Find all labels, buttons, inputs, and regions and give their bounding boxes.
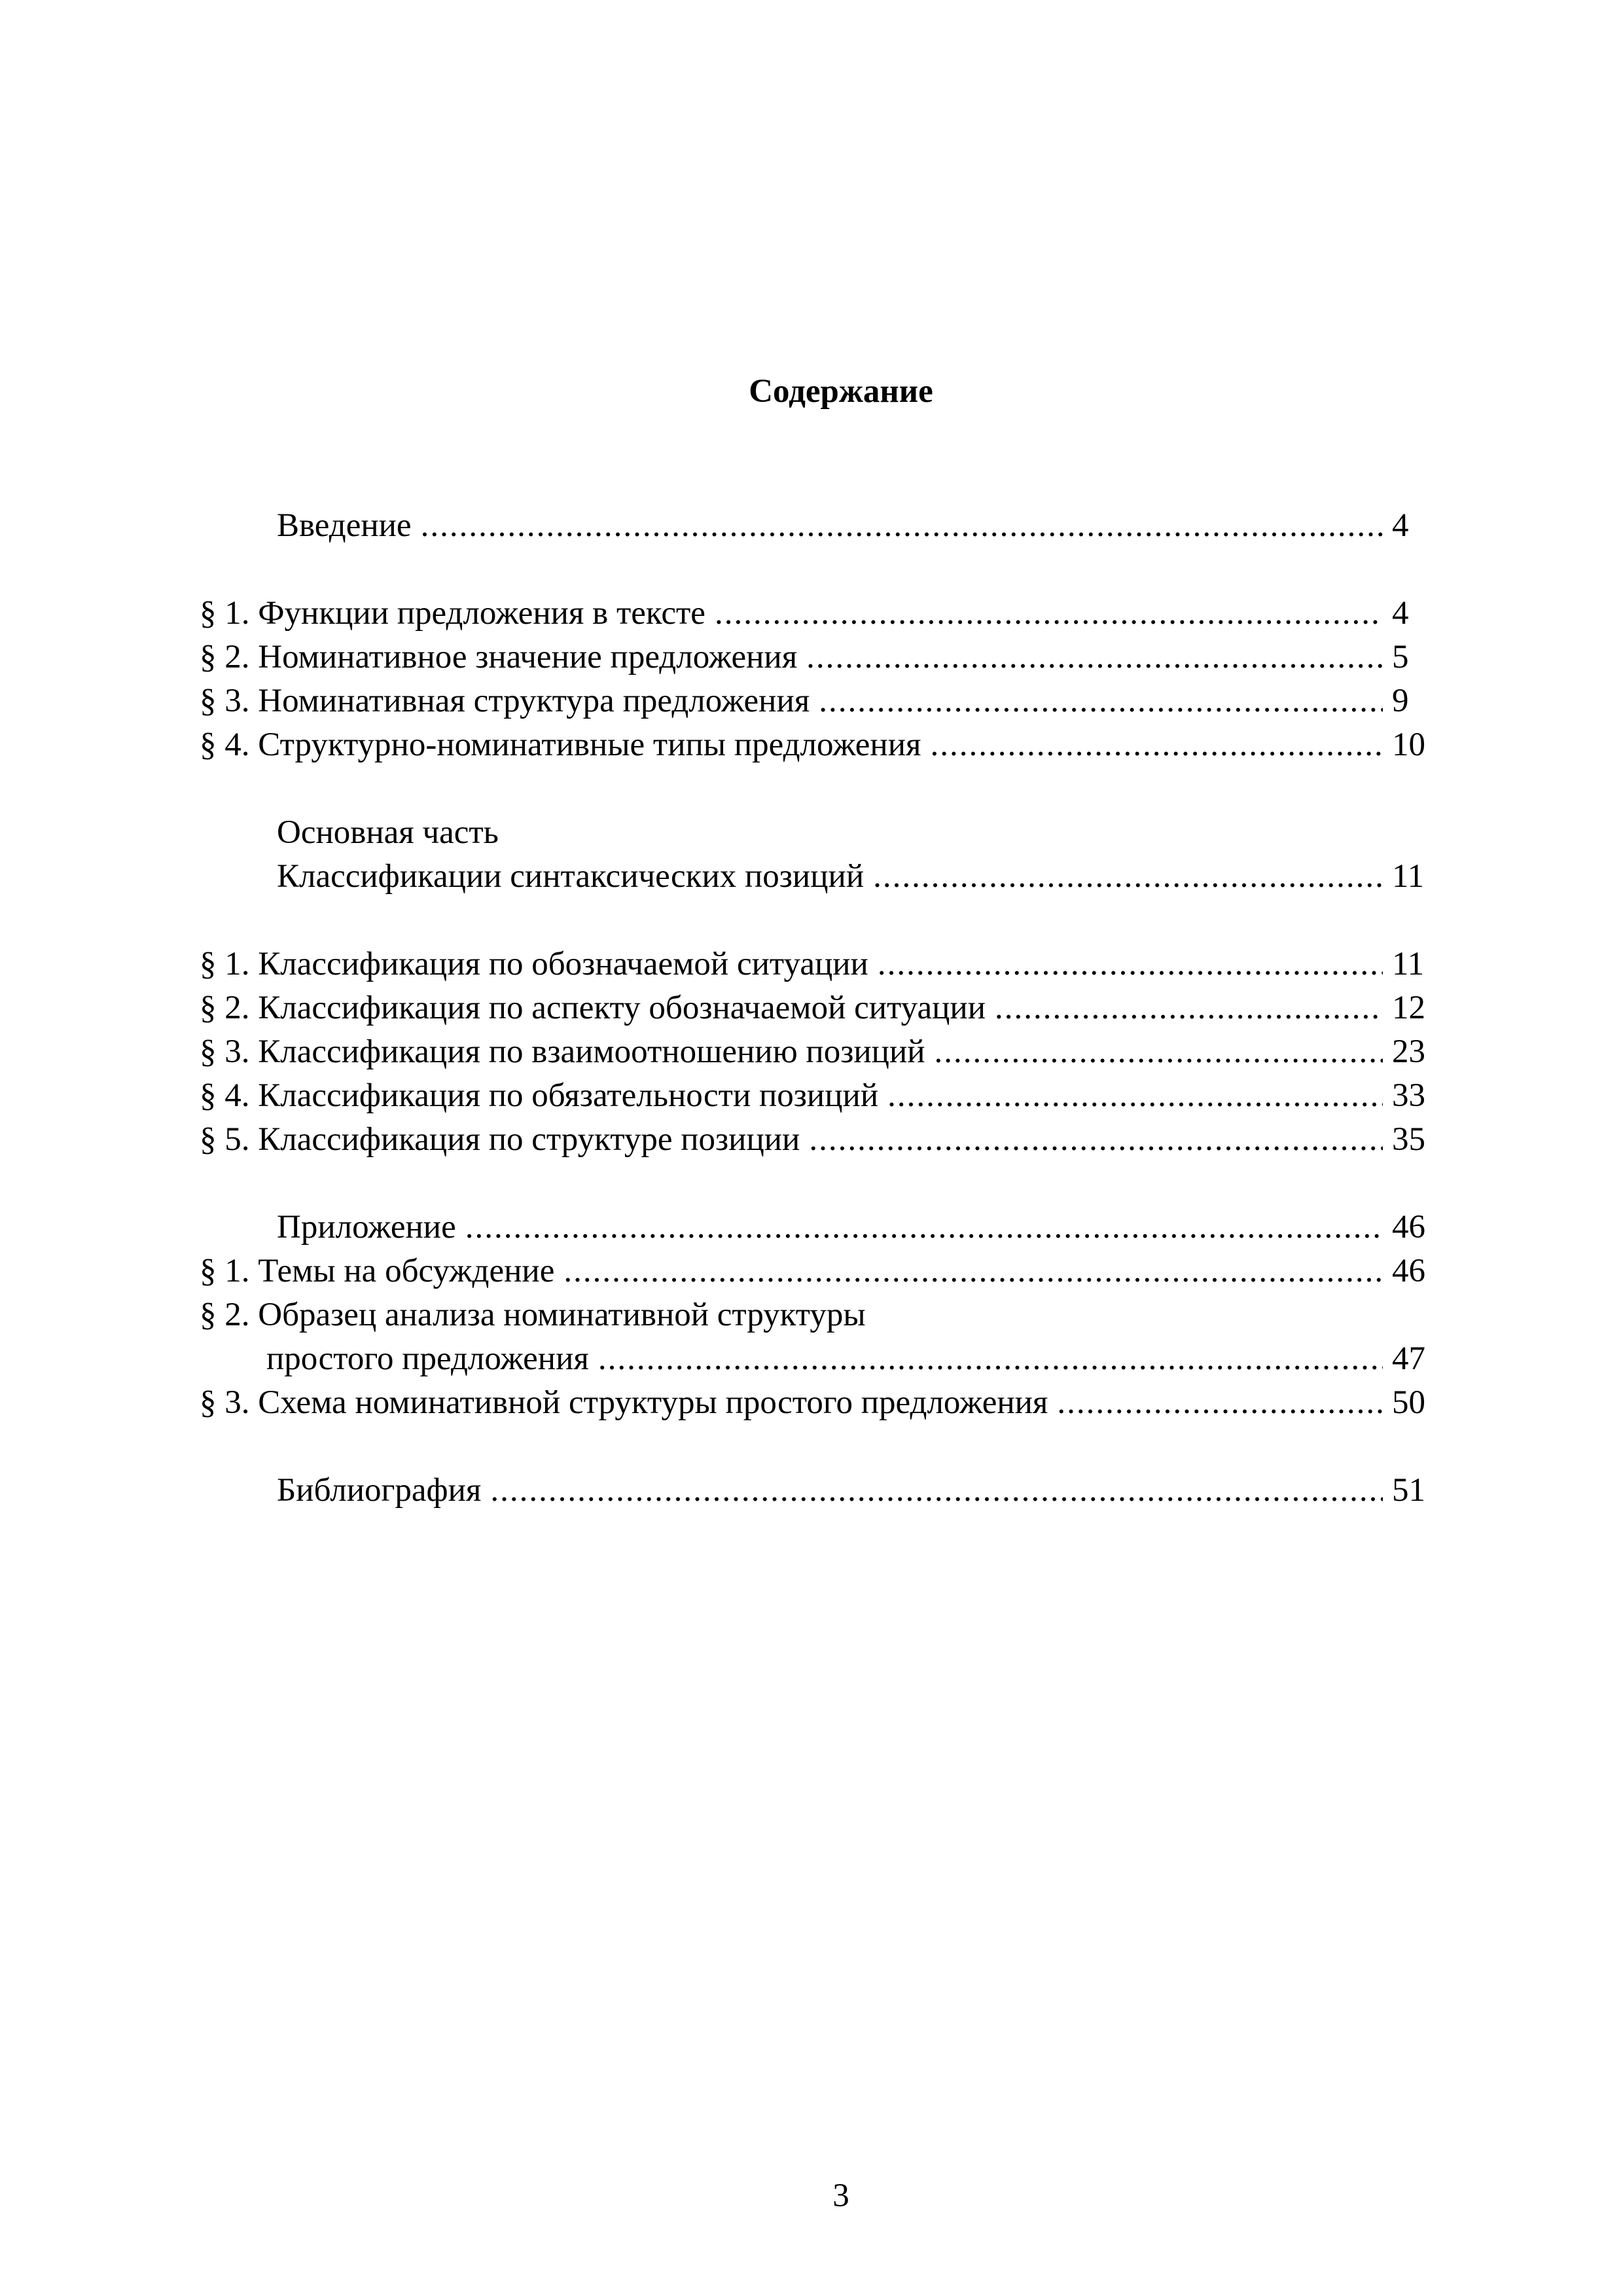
toc-entry [200, 942, 1430, 986]
toc-entry [200, 1206, 1430, 1249]
toc-entry [200, 723, 1430, 767]
toc-entry-page: 4 [1392, 595, 1409, 632]
toc-entry-page: 46 [1392, 1209, 1425, 1246]
toc-group-spacer [200, 1425, 1430, 1469]
toc-entry-label: § 3. Номинативная структура предложения [200, 683, 810, 719]
toc-group-spacer [200, 899, 1430, 942]
toc-dot-leader [878, 942, 1383, 986]
toc-dot-leader [930, 723, 1383, 767]
toc-dot-leader [806, 636, 1383, 679]
toc-dot-leader [935, 1030, 1383, 1074]
toc-entry-page: 33 [1392, 1077, 1425, 1114]
toc-entry-label: § 1. Классификация по обозначаемой ситуации [200, 946, 868, 982]
table-of-contents [200, 504, 1430, 1513]
toc-entry-label: Библиография [277, 1472, 482, 1509]
toc-entry [200, 1074, 1430, 1118]
toc-entry [200, 1118, 1430, 1162]
toc-dot-leader [465, 1206, 1383, 1249]
toc-dot-leader [873, 855, 1383, 899]
toc-entry [200, 1293, 1430, 1337]
toc-dot-leader [490, 1469, 1383, 1513]
toc-entry-label: простого предложения [266, 1340, 589, 1377]
toc-entry-label: § 2. Образец анализа номинативной структуры [200, 1297, 866, 1333]
toc-entry-page: 23 [1392, 1033, 1425, 1070]
toc-entry-label: § 4. Классификация по обязательности позиций [200, 1077, 879, 1114]
toc-dot-leader [819, 679, 1383, 723]
toc-dot-leader [1057, 1381, 1383, 1425]
toc-entry [200, 811, 1430, 855]
toc-entry [200, 636, 1430, 679]
toc-dot-leader [809, 1118, 1383, 1162]
toc-title: Содержание [749, 373, 933, 410]
toc-entry-page: 9 [1392, 683, 1409, 719]
toc-entry-page: 50 [1392, 1384, 1425, 1421]
toc-dot-leader [563, 1249, 1383, 1293]
toc-entry-page: 11 [1392, 858, 1425, 895]
toc-entry-label: § 1. Функции предложения в тексте [200, 595, 705, 632]
toc-entry-page: 46 [1392, 1253, 1425, 1289]
page-number: 3 [832, 2178, 849, 2214]
toc-entry-page: 12 [1392, 990, 1425, 1026]
toc-entry [200, 1469, 1430, 1513]
toc-dot-leader [715, 592, 1383, 636]
toc-entry-label: § 4. Структурно-номинативные типы предложения [200, 726, 921, 763]
toc-entry-label: § 2. Классификация по аспекту обозначаемой ситуации [200, 990, 986, 1026]
toc-entry-page: 5 [1392, 639, 1409, 675]
toc-entry-page: 35 [1392, 1121, 1425, 1158]
toc-entry [200, 1381, 1430, 1425]
toc-entry [200, 504, 1430, 548]
toc-entry [200, 592, 1430, 636]
toc-entry [200, 986, 1430, 1030]
toc-group-spacer [200, 548, 1430, 592]
toc-entry-page: 11 [1392, 946, 1425, 982]
toc-entry-label: Приложение [277, 1209, 456, 1246]
toc-entry-page: 10 [1392, 726, 1425, 763]
toc-entry-label: § 5. Классификация по структуре позиции [200, 1121, 800, 1158]
toc-dot-leader [421, 504, 1383, 548]
toc-entry [200, 1030, 1430, 1074]
toc-group-spacer [200, 1162, 1430, 1206]
toc-entry [200, 679, 1430, 723]
toc-entry-label: § 3. Схема номинативной структуры простого предложения [200, 1384, 1048, 1421]
toc-entry-page: 51 [1392, 1472, 1425, 1509]
toc-group-spacer [200, 767, 1430, 811]
toc-entry-page: 4 [1392, 507, 1409, 544]
toc-dot-leader [995, 986, 1383, 1030]
toc-dot-leader [887, 1074, 1383, 1118]
toc-entry-label: § 3. Классификация по взаимоотношению позиций [200, 1033, 925, 1070]
toc-entry [200, 855, 1430, 899]
toc-entry-label: § 1. Темы на обсуждение [200, 1253, 555, 1289]
toc-entry [200, 1337, 1430, 1381]
toc-dot-leader [598, 1337, 1383, 1381]
toc-entry-label: Введение [277, 507, 412, 544]
toc-entry-label: Основная часть [277, 814, 499, 851]
toc-entry-page: 47 [1392, 1340, 1425, 1377]
toc-entry [200, 1249, 1430, 1293]
toc-entry-label: § 2. Номинативное значение предложения [200, 639, 798, 675]
toc-entry-label: Классификации синтаксических позиций [277, 858, 865, 895]
